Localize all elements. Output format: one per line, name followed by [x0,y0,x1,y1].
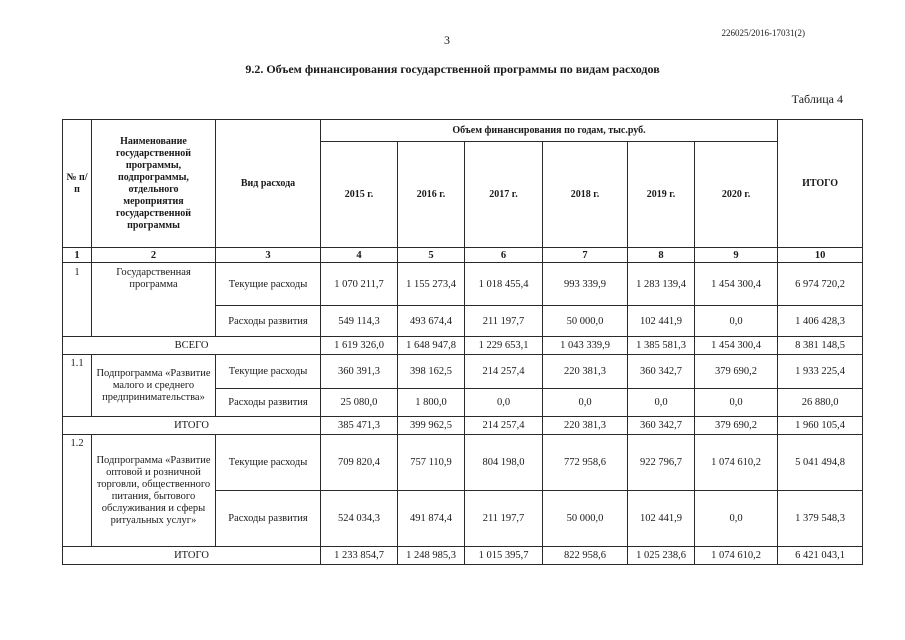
header-num: № п/п [63,120,92,248]
total-cell: 1 454 300,4 [695,337,778,355]
total-cell: 1 015 395,7 [465,547,543,565]
total-cell: 1 074 610,2 [695,547,778,565]
header-name: Наименование государственной программы, подпрограммы, отдельного мероприятия государственной программы [92,120,216,248]
value-cell: 50 000,0 [543,491,628,547]
total-cell: 385 471,3 [321,417,398,435]
value-cell: 1 070 211,7 [321,263,398,306]
total-cell: 6 421 043,1 [778,547,863,565]
total-label: ВСЕГО [63,337,321,355]
total-label: ИТОГО [63,417,321,435]
value-cell: 214 257,4 [465,355,543,389]
value-cell: 211 197,7 [465,306,543,337]
value-cell: 102 441,9 [628,306,695,337]
value-cell: 0,0 [695,491,778,547]
total-cell: 1 233 854,7 [321,547,398,565]
value-cell: 922 796,7 [628,435,695,491]
value-cell: 211 197,7 [465,491,543,547]
value-cell: 1 074 610,2 [695,435,778,491]
value-cell: 379 690,2 [695,355,778,389]
funding-table [62,119,863,565]
column-index: 7 [543,248,628,263]
total-row [63,547,863,565]
column-index: 9 [695,248,778,263]
header-year: 2017 г. [465,142,543,248]
total-cell: 1 648 947,8 [398,337,465,355]
value-cell: 1 454 300,4 [695,263,778,306]
value-cell: 25 080,0 [321,389,398,417]
header-total: ИТОГО [778,120,863,248]
table-row [63,263,863,306]
header-year: 2019 г. [628,142,695,248]
value-cell: 360 391,3 [321,355,398,389]
value-cell: 493 674,4 [398,306,465,337]
expense-type: Текущие расходы [216,355,321,389]
total-label: ИТОГО [63,547,321,565]
total-cell: 399 962,5 [398,417,465,435]
header-type: Вид расхода [216,120,321,248]
header-year: 2018 г. [543,142,628,248]
total-cell: 214 257,4 [465,417,543,435]
total-cell: 1 385 581,3 [628,337,695,355]
expense-type: Расходы развития [216,389,321,417]
value-cell: 0,0 [695,389,778,417]
value-cell: 1 379 548,3 [778,491,863,547]
column-index: 6 [465,248,543,263]
value-cell: 0,0 [465,389,543,417]
value-cell: 0,0 [695,306,778,337]
expense-type: Текущие расходы [216,435,321,491]
column-index: 3 [216,248,321,263]
row-num: 1.1 [63,355,92,417]
total-cell: 822 958,6 [543,547,628,565]
value-cell: 491 874,4 [398,491,465,547]
row-name: Государственная программа [92,263,216,337]
column-index: 5 [398,248,465,263]
value-cell: 757 110,9 [398,435,465,491]
header-year: 2016 г. [398,142,465,248]
row-name: Подпрограмма «Развитие малого и среднего предпринимательства» [92,355,216,417]
value-cell: 1 283 139,4 [628,263,695,306]
total-cell: 1 043 339,9 [543,337,628,355]
value-cell: 26 880,0 [778,389,863,417]
value-cell: 1 406 428,3 [778,306,863,337]
column-index: 1 [63,248,92,263]
value-cell: 709 820,4 [321,435,398,491]
total-row [63,337,863,355]
value-cell: 6 974 720,2 [778,263,863,306]
total-cell: 1 248 985,3 [398,547,465,565]
value-cell: 220 381,3 [543,355,628,389]
value-cell: 804 198,0 [465,435,543,491]
row-name: Подпрограмма «Развитие оптовой и розничной торговли, общественного питания, бытового обслуживания и сферы ритуальных услуг» [92,435,216,547]
row-num: 1 [63,263,92,337]
expense-type: Расходы развития [216,491,321,547]
value-cell: 398 162,5 [398,355,465,389]
value-cell: 1 933 225,4 [778,355,863,389]
table-row [63,355,863,389]
table-row [63,435,863,491]
total-cell: 220 381,3 [543,417,628,435]
page-number: 3 [444,33,450,47]
column-index-row [63,248,863,263]
total-cell: 1 025 238,6 [628,547,695,565]
expense-type: Текущие расходы [216,263,321,306]
value-cell: 1 018 455,4 [465,263,543,306]
value-cell: 993 339,9 [543,263,628,306]
expense-type: Расходы развития [216,306,321,337]
header-year: 2015 г. [321,142,398,248]
value-cell: 772 958,6 [543,435,628,491]
value-cell: 0,0 [543,389,628,417]
column-index: 2 [92,248,216,263]
total-cell: 379 690,2 [695,417,778,435]
total-cell: 8 381 148,5 [778,337,863,355]
total-cell: 1 960 105,4 [778,417,863,435]
column-index: 4 [321,248,398,263]
total-cell: 360 342,7 [628,417,695,435]
header-funding: Объем финансирования по годам, тыс.руб. [321,120,778,142]
table-label: Таблица 4 [791,92,843,106]
value-cell: 5 041 494,8 [778,435,863,491]
document-code: 226025/2016-17031(2) [721,28,805,38]
total-cell: 1 619 326,0 [321,337,398,355]
header-year: 2020 г. [695,142,778,248]
row-num: 1.2 [63,435,92,547]
column-index: 8 [628,248,695,263]
total-row [63,417,863,435]
section-title: 9.2. Объем финансирования государственной программы по видам расходов [245,62,660,76]
value-cell: 1 155 273,4 [398,263,465,306]
value-cell: 1 800,0 [398,389,465,417]
column-index: 10 [778,248,863,263]
value-cell: 50 000,0 [543,306,628,337]
value-cell: 524 034,3 [321,491,398,547]
total-cell: 1 229 653,1 [465,337,543,355]
value-cell: 360 342,7 [628,355,695,389]
value-cell: 0,0 [628,389,695,417]
value-cell: 102 441,9 [628,491,695,547]
value-cell: 549 114,3 [321,306,398,337]
